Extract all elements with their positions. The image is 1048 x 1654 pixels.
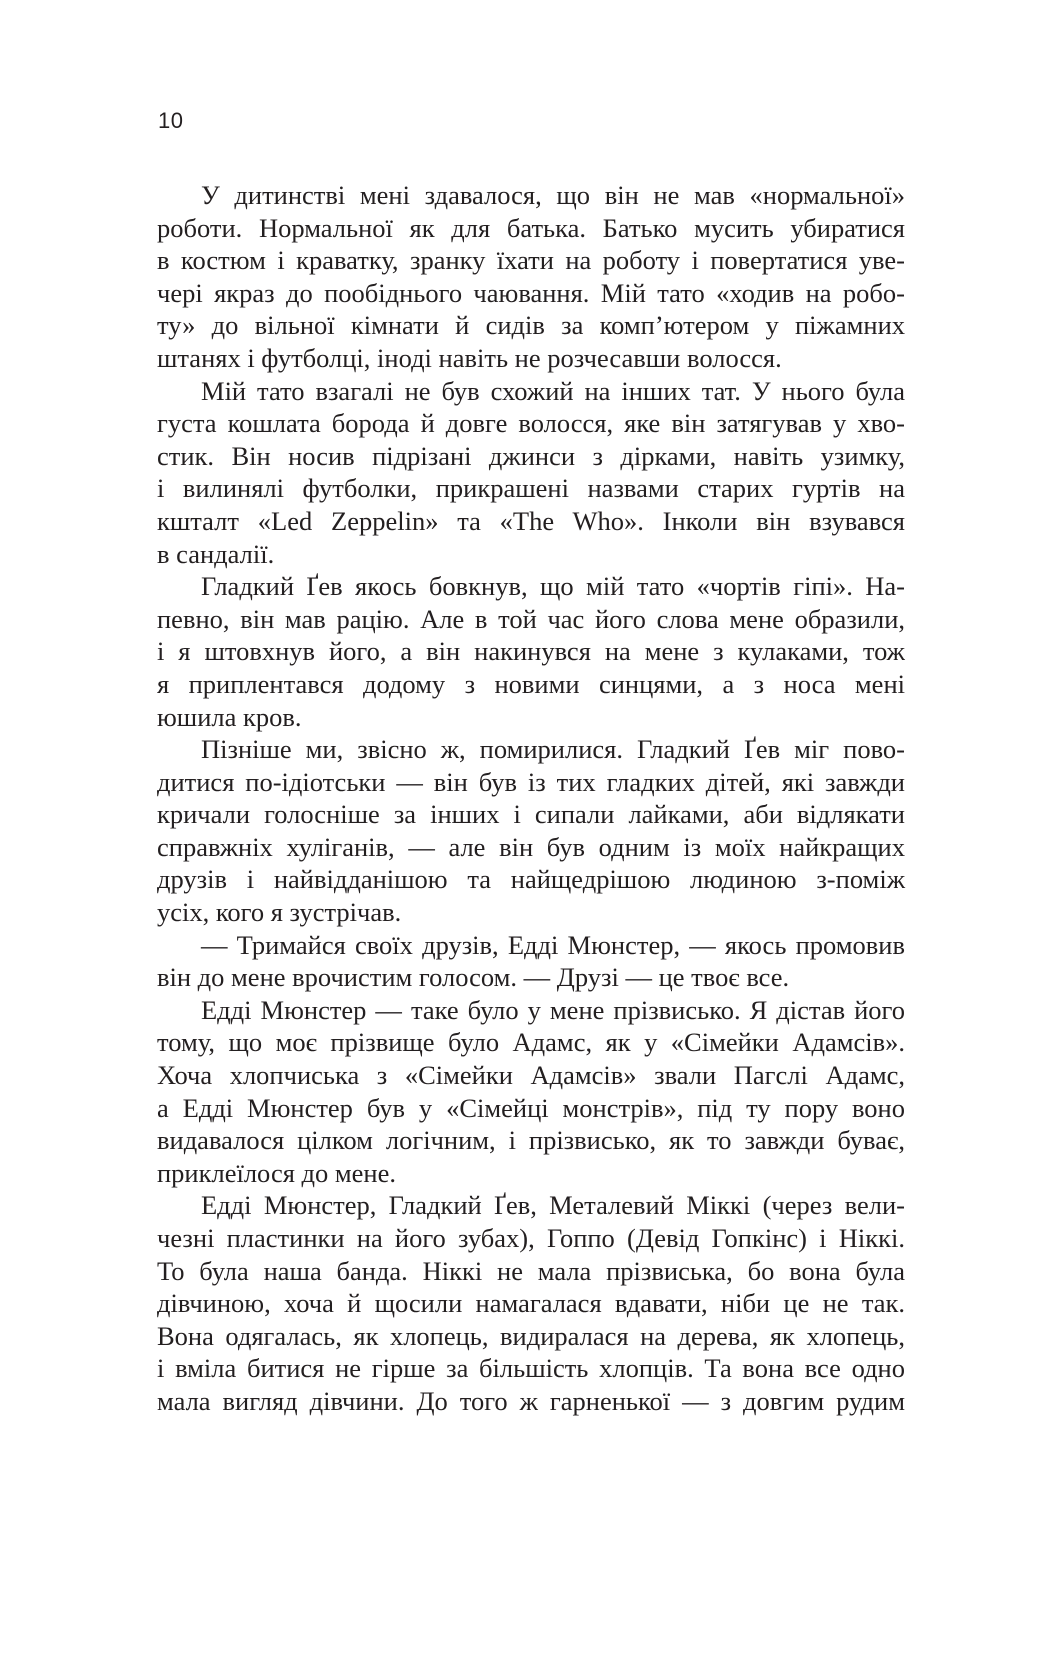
text-line: То була наша банда. Ніккі не мала прізвиська, бо вона була — [157, 1255, 905, 1286]
text-line: Пізніше ми, звісно ж, помирилися. Гладкий Ґев міг пово- — [201, 734, 905, 765]
text-line: він до мене врочистим голосом. — Друзі — це твоє все. — [157, 962, 790, 993]
text-line: приклеїлося до мене. — [157, 1157, 397, 1188]
text-line: дитися по-ідіотськи — він був із тих гладких дітей, які завжди — [157, 766, 905, 797]
text-line: кричали голосніше за інших і сипали лайками, аби відлякати — [157, 799, 905, 830]
body-text — [157, 179, 905, 1418]
paragraph — [157, 179, 905, 375]
text-line: — Тримайся своїх друзів, Едді Мюнстер, — якось промовив — [201, 929, 905, 960]
text-line: і я штовхнув його, а він накинувся на мене з кулаками, тож — [157, 636, 905, 667]
text-line: а Едді Мюнстер був у «Сімейці монстрів», під ту пору воно — [157, 1092, 905, 1123]
text-line: роботи. Нормальної як для батька. Батько мусить убиратися — [157, 212, 905, 243]
text-line: тому, що моє прізвище було Адамс, як у «Сімейки Адамсів». — [157, 1027, 905, 1058]
paragraph — [157, 994, 905, 1190]
text-line: в сандалії. — [157, 538, 275, 569]
text-line: чезні пластинки на його зубах), Гоппо (Девід Гопкінс) і Ніккі. — [157, 1223, 905, 1253]
text-line: кшталт «Led Zeppelin» та «The Who». Інколи він взувався — [157, 505, 905, 536]
text-line: і вилинялі футболки, прикрашені назвами старих гуртів на — [157, 473, 905, 504]
text-line: видавалося цілком логічним, і прізвисько, як то завжди буває, — [157, 1125, 905, 1156]
text-line: У дитинстві мені здавалося, що він не мав «нормальної» — [201, 180, 905, 210]
page-number: 10 — [158, 108, 184, 133]
paragraph — [157, 375, 905, 571]
text-line: і вміла битися не гірше за більшість хлопців. Та вона все одно — [157, 1353, 905, 1384]
paragraph — [157, 733, 905, 929]
text-line: дівчиною, хоча й щосили намагалася вдавати, ніби це не так. — [157, 1288, 905, 1319]
paragraph — [157, 929, 905, 994]
text-line: Вона одягалась, як хлопець, видиралася на дерева, як хлопець, — [157, 1320, 905, 1351]
text-line: ту» до вільної кімнати й сидів за комп’ютером у піжамних — [157, 310, 905, 341]
text-line: густа кошлата борода й довге волосся, яке він затягував у хво- — [157, 408, 905, 439]
text-line: чері якраз до пообіднього чаювання. Мій тато «ходив на робо- — [157, 277, 905, 308]
text-line: штанях і футболці, іноді навіть не розчесавши волосся. — [157, 342, 782, 373]
text-line: певно, він мав рацію. Але в той час його слова мене образили, — [157, 603, 905, 634]
text-line: друзів і найвідданішою та найщедрішою людиною з-поміж — [157, 864, 905, 895]
text-line: в костюм і краватку, зранку їхати на роботу і повертатися уве- — [157, 245, 905, 276]
text-line: я приплентався додому з новими синцями, а з носа мені — [157, 668, 905, 699]
text-line: усіх, кого я зустрічав. — [157, 897, 402, 928]
text-line: Мій тато взагалі не був схожий на інших тат. У нього була — [201, 375, 905, 406]
paragraph — [157, 570, 905, 733]
text-line: Едді Мюнстер, Гладкий Ґев, Металевий Міккі (через вели- — [201, 1190, 905, 1221]
paragraph — [157, 1189, 905, 1417]
text-line: Хоча хлопчиська з «Сімейки Адамсів» звали Пагслі Адамс, — [157, 1060, 905, 1091]
text-line: справжніх хуліганів, — але він був одним із моїх найкращих — [157, 831, 905, 862]
text-line: мала вигляд дівчини. До того ж гарненької — з довгим рудим — [157, 1385, 905, 1416]
text-line: Гладкий Ґев якось бовкнув, що мій тато «чортів гіпі». На- — [201, 571, 905, 602]
text-line: стик. Він носив підрізані джинси з дірками, навіть узимку, — [157, 440, 905, 471]
text-line: Едді Мюнстер — таке було у мене прізвисько. Я дістав його — [201, 994, 905, 1025]
text-line: юшила кров. — [157, 701, 302, 732]
